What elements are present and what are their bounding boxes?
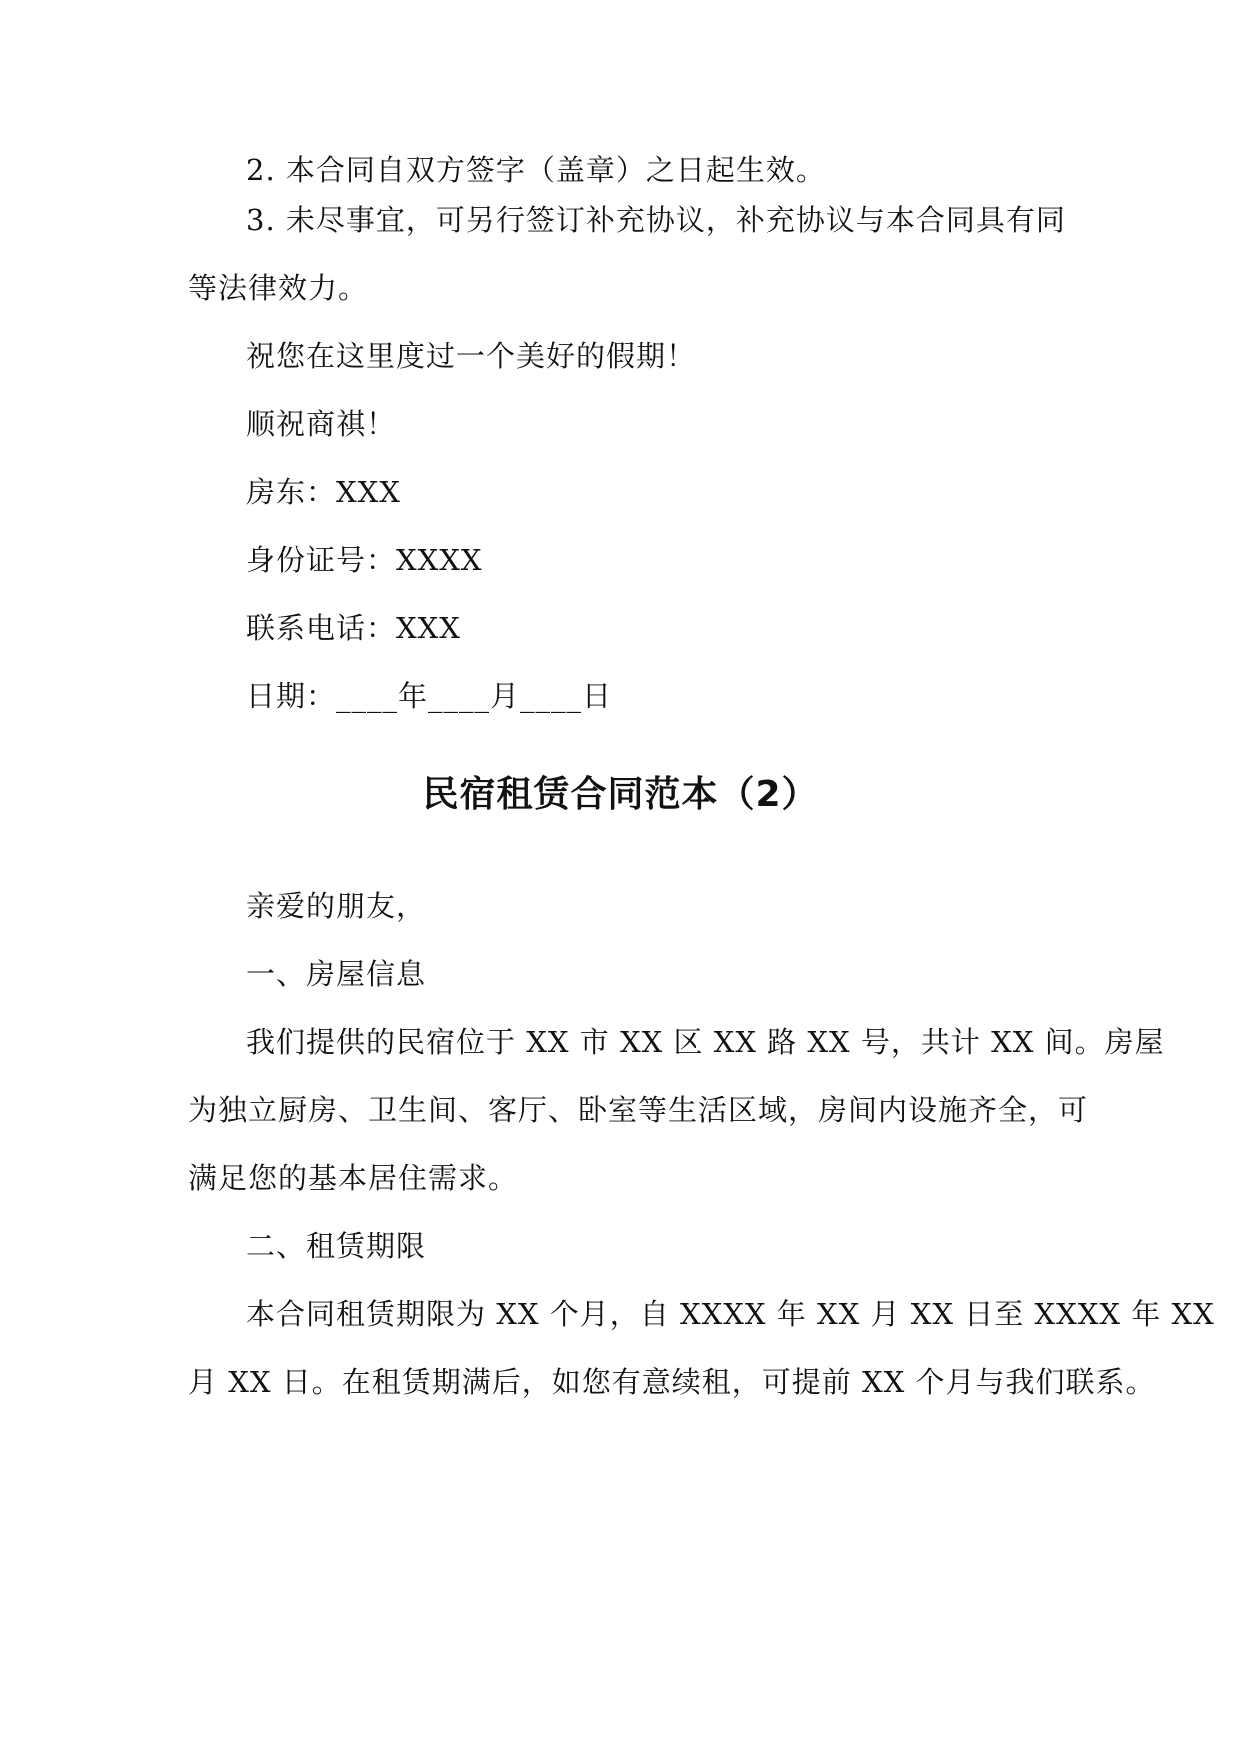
landlord-phone: 联系电话：XXX xyxy=(246,611,461,645)
clause-3-line-2: 等法律效力。 xyxy=(188,271,369,305)
landlord-id-number: 身份证号：XXXX xyxy=(246,543,483,577)
section-title: 民宿租赁合同范本（2） xyxy=(422,774,819,815)
heading-house-info: 一、房屋信息 xyxy=(246,957,427,991)
clause-3-line-1: 3. 未尽事宜，可另行签订补充协议，补充协议与本合同具有同 xyxy=(246,203,1066,237)
closing-wish: 祝您在这里度过一个美好的假期！ xyxy=(246,339,697,373)
house-info-line-2: 为独立厨房、卫生间、客厅、卧室等生活区域，房间内设施齐全，可 xyxy=(188,1093,1089,1127)
landlord-name: 房东：XXX xyxy=(246,475,401,509)
signing-date: 日期：____年____月____日 xyxy=(246,679,613,713)
clause-2: 2. 本合同自双方签字（盖章）之日起生效。 xyxy=(246,153,826,187)
greeting: 亲爱的朋友， xyxy=(246,889,427,923)
closing-regards: 顺祝商祺！ xyxy=(246,407,397,441)
house-info-line-1: 我们提供的民宿位于 XX 市 XX 区 XX 路 XX 号，共计 XX 间。房屋 xyxy=(246,1025,1165,1059)
heading-lease-term: 二、租赁期限 xyxy=(246,1229,427,1263)
lease-term-line-2: 月 XX 日。在租赁期满后，如您有意续租，可提前 XX 个月与我们联系。 xyxy=(188,1365,1156,1399)
house-info-line-3: 满足您的基本居住需求。 xyxy=(188,1161,519,1195)
lease-term-line-1: 本合同租赁期限为 XX 个月，自 XXXX 年 XX 月 XX 日至 XXXX 年 XX xyxy=(246,1297,1215,1331)
